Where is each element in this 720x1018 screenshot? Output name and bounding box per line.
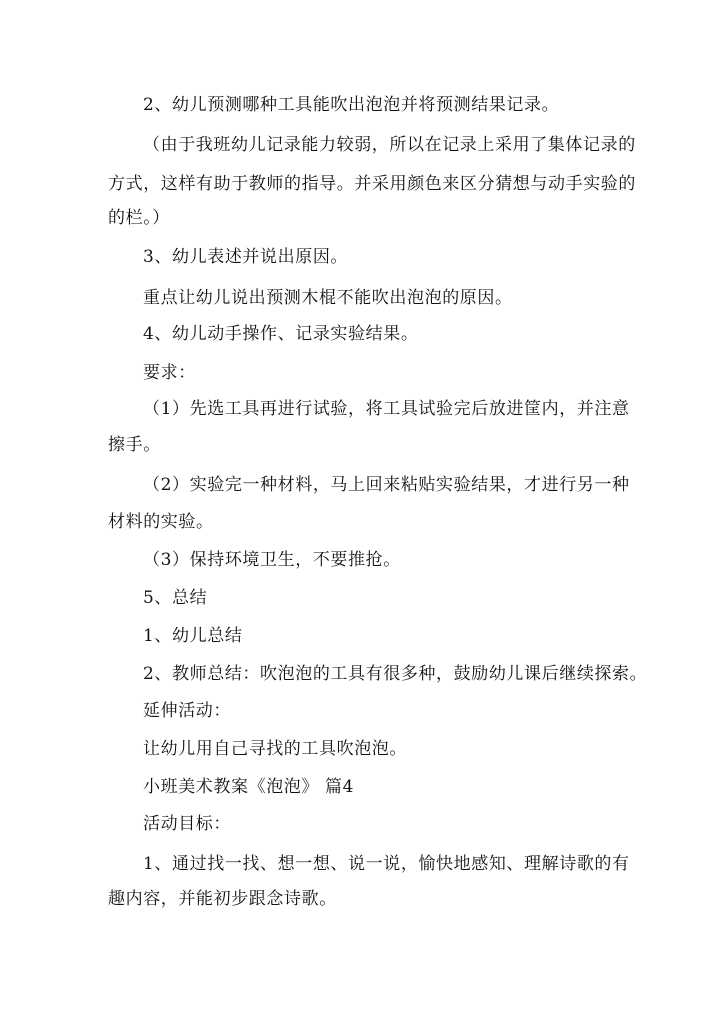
- paragraph-line: 1、通过找一找、想一想、说一说，愉快地感知、理解诗歌的有: [143, 854, 630, 874]
- paragraph-line: 让幼儿用自己寻找的工具吹泡泡。: [143, 739, 407, 759]
- paragraph-line: （1）先选工具再进行试验，将工具试验完后放进筐内，并注意: [143, 399, 630, 419]
- paragraph-line: 重点让幼儿说出预测木棍不能吹出泡泡的原因。: [143, 288, 513, 308]
- section-heading: 小班美术教案《泡泡》 篇4: [143, 777, 355, 797]
- paragraph-line: （由于我班幼儿记录能力较弱，所以在记录上采用了集体记录的: [143, 135, 636, 155]
- paragraph-line: 方式，这样有助于教师的指导。并采用颜色来区分猜想与动手实验的: [108, 174, 636, 194]
- paragraph-line: （2）实验完一种材料，马上回来粘贴实验结果，才进行另一种: [143, 475, 630, 495]
- paragraph-line: 趣内容，并能初步跟念诗歌。: [108, 889, 337, 909]
- paragraph-line: 要求：: [143, 363, 196, 383]
- paragraph-line: 2、教师总结：吹泡泡的工具有很多种，鼓励幼儿课后继续探索。: [143, 664, 648, 684]
- paragraph-line: 1、幼儿总结: [143, 626, 243, 646]
- paragraph-line: 的栏。）: [108, 208, 170, 228]
- paragraph-line: 延伸活动：: [143, 701, 231, 721]
- paragraph-line: 活动目标：: [143, 814, 231, 834]
- paragraph-line: （3）保持环境卫生，不要推抢。: [143, 550, 401, 570]
- paragraph-line: 擦手。: [108, 435, 161, 455]
- paragraph-line: 材料的实验。: [108, 512, 214, 532]
- paragraph-line: 2、幼儿预测哪种工具能吹出泡泡并将预测结果记录。: [143, 95, 560, 115]
- paragraph-line: 4、幼儿动手操作、记录实验结果。: [143, 324, 419, 344]
- paragraph-line: 5、总结: [143, 588, 208, 608]
- paragraph-line: 3、幼儿表述并说出原因。: [143, 247, 349, 267]
